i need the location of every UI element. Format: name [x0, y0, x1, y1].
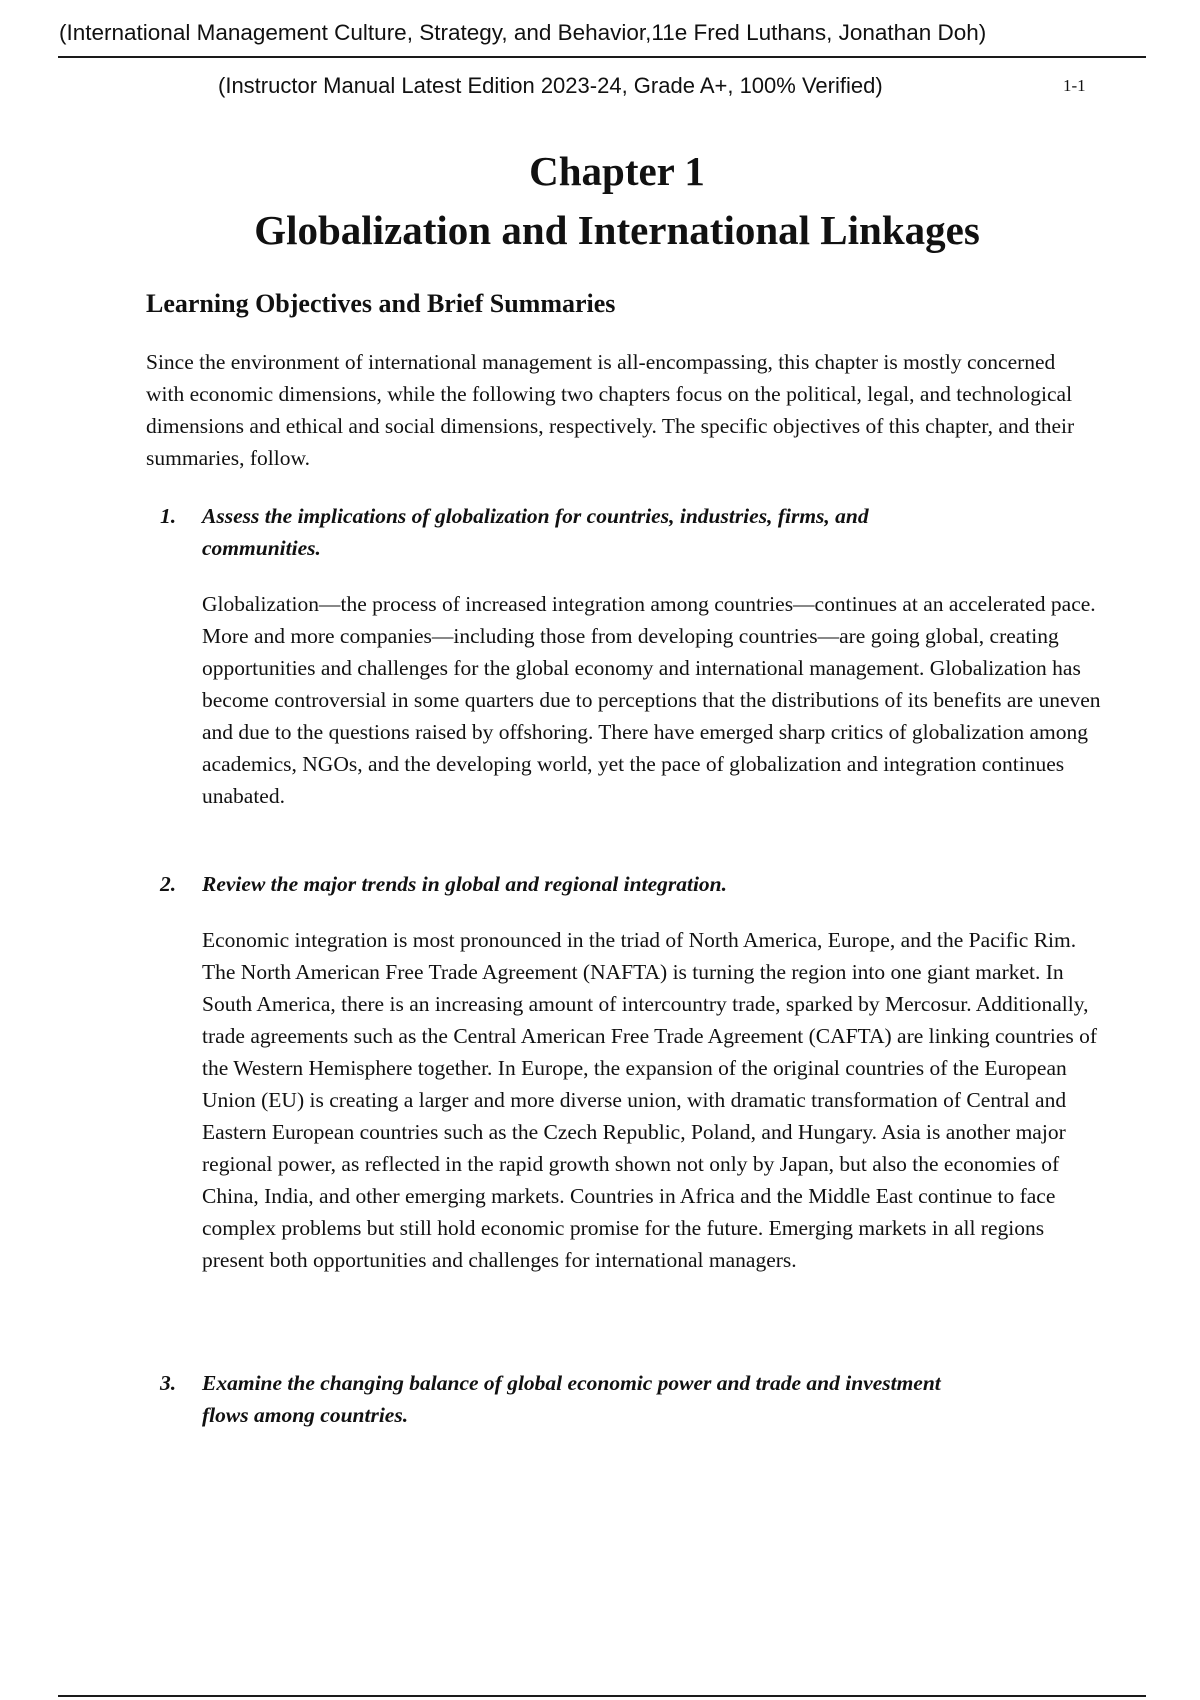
objective-number: 1. — [160, 504, 177, 528]
objective-summary: Globalization—the process of increased integration among countries—continues at an accelerated pace. More and more companies—including those from developing countries—are going global, creating opportunities and challenges for the global economy and international management. Globalization has become controversial in some quarters due to perceptions that the distributions of its benefits are uneven and due to the questions raised by offshoring. There have emerged sharp critics of globalization among academics, NGOs, and the developing world, yet the pace of globalization and integration continues unabated. — [202, 592, 1101, 808]
objective-3 — [146, 1367, 1106, 1431]
objective-heading: Review the major trends in global and regional integration. — [202, 872, 728, 896]
chapter-number: Chapter 1 — [529, 148, 705, 194]
page-number: 1-1 — [1063, 76, 1086, 95]
running-header-book-title: (International Management Culture, Strategy, and Behavior,11e Fred Luthans, Jonathan Doh) — [59, 20, 987, 45]
section-heading: Learning Objectives and Brief Summaries — [146, 289, 616, 318]
objective-number: 2. — [160, 872, 177, 896]
header-rule — [58, 56, 1146, 58]
objective-heading: Assess the implications of globalization for countries, industries, firms, and communities. — [202, 504, 869, 560]
objective-2 — [146, 868, 1106, 1276]
objective-number: 3. — [160, 1371, 177, 1395]
objective-heading: Examine the changing balance of global economic power and trade and investment flows among countries. — [202, 1371, 941, 1427]
objective-1 — [146, 500, 1106, 812]
footer-rule — [58, 1695, 1146, 1697]
chapter-title: Globalization and International Linkages — [254, 207, 980, 253]
running-header-subtitle: (Instructor Manual Latest Edition 2023-24, Grade A+, 100% Verified) — [218, 73, 883, 98]
intro-paragraph: Since the environment of international management is all-encompassing, this chapter is mostly concerned with economic dimensions, while the following two chapters focus on the political, legal, and technological dimensions and ethical and social dimensions, respectively. The specific objectives of this chapter, and their summaries, follow. — [146, 350, 1075, 470]
objective-summary: Economic integration is most pronounced in the triad of North America, Europe, and the Pacific Rim. The North American Free Trade Agreement (NAFTA) is turning the region into one giant market. In South America, there is an increasing amount of intercountry trade, sparked by Mercosur. Additionally, trade agreements such as the Central American Free Trade Agreement (CAFTA) are linking countries of the Western Hemisphere together. In Europe, the expansion of the original countries of the European Union (EU) is creating a larger and more diverse union, with dramatic transformation of Central and Eastern European countries such as the Czech Republic, Poland, and Hungary. Asia is another major regional power, as reflected in the rapid growth shown not only by Japan, but also the economies of China, India, and other emerging markets. Countries in Africa and the Middle East continue to face complex problems but still hold economic promise for the future. Emerging markets in all regions present both opportunities and challenges for international managers. — [202, 928, 1098, 1272]
